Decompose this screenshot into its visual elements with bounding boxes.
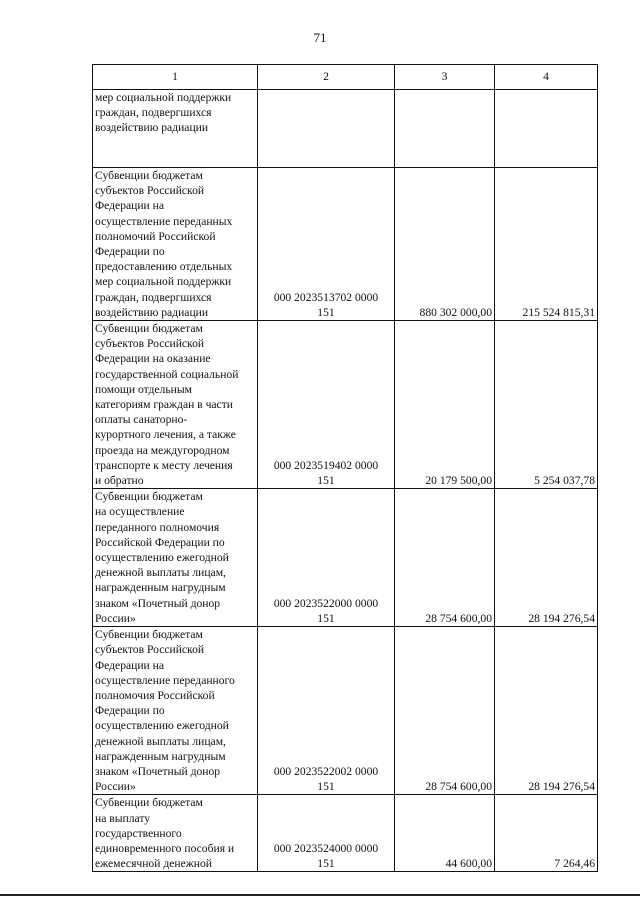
- page-bottom-rule: [0, 894, 640, 896]
- row-name: Субвенции бюджетам на осуществление переданного полномочия Российской Федерации по осуществлению ежегодной денежной выплаты лицам, награжденным нагрудным знаком «Почетный донор России»: [95, 490, 229, 625]
- row-name-cell: [93, 321, 258, 489]
- row-value-2: 215 524 815,31: [495, 168, 598, 321]
- table-row: [93, 795, 598, 872]
- row-code-cell: [258, 627, 395, 795]
- row-value-1: 28 754 600,00: [395, 627, 495, 795]
- table-header-row: [93, 65, 598, 90]
- row-code-cell: [258, 489, 395, 627]
- row-code-cell: [258, 795, 395, 872]
- row-code-cell: [258, 321, 395, 489]
- table-row: [93, 321, 598, 489]
- column-header-1: 1: [93, 65, 258, 90]
- row-name: Субвенции бюджетам субъектов Российской Федерации на оказание государственной социальной помощи отдельным категориям граждан в части оплаты санаторно- курортного лечения, а также проезда на междугородном транспорте к месту лечения и обратно: [95, 322, 239, 488]
- row-value-2: 28 194 276,54: [495, 627, 598, 795]
- row-name: Субвенции бюджетам на выплату государственного единовременного пособия и ежемесячной денежной: [95, 796, 235, 871]
- row-value-1: [395, 90, 495, 168]
- row-value-2: [495, 90, 598, 168]
- column-header-2: 2: [258, 65, 395, 90]
- row-value-2: 7 264,46: [495, 795, 598, 872]
- table-row: [93, 90, 598, 168]
- row-value-1: 44 600,00: [395, 795, 495, 872]
- row-name-cell: [93, 627, 258, 795]
- row-code-cell: [258, 168, 395, 321]
- row-code-cell: [258, 90, 395, 168]
- column-header-3: 3: [395, 65, 495, 90]
- row-value-1: 880 302 000,00: [395, 168, 495, 321]
- row-name: мер социальной поддержки граждан, подвергшихся воздействию радиации: [95, 91, 232, 135]
- row-code: 000 2023519402 0000 151: [273, 458, 379, 488]
- row-name-cell: [93, 168, 258, 321]
- row-name-cell: [93, 90, 258, 168]
- row-name: Субвенции бюджетам субъектов Российской Федерации на осуществление переданных полномочий Российской Федерации по предоставлению отдельных мер социальной поддержки граждан, подвергшихся воздействию радиации: [95, 169, 233, 319]
- row-name-cell: [93, 795, 258, 872]
- row-code: 000 2023524000 0000 151: [273, 841, 379, 871]
- budget-table: [92, 64, 598, 872]
- column-header-4: 4: [495, 65, 598, 90]
- row-code: 000 2023522000 0000 151: [273, 596, 379, 625]
- row-value-2: 28 194 276,54: [495, 489, 598, 627]
- row-code: 000 2023513702 0000 151: [273, 290, 379, 319]
- row-value-2: 5 254 037,78: [495, 321, 598, 489]
- row-code: 000 2023522002 0000 151: [273, 764, 379, 794]
- page-number: 71: [313, 30, 327, 45]
- table-row: [93, 627, 598, 795]
- row-name-cell: [93, 489, 258, 627]
- table-row: [93, 168, 598, 321]
- row-name: Субвенции бюджетам субъектов Российской Федерации на осуществление переданного полномочия Российской Федерации по осуществлению ежегодной денежной выплаты лицам, награжденным нагрудным знаком «Почетный донор России»: [95, 628, 235, 794]
- table-row: [93, 489, 598, 627]
- row-value-1: 28 754 600,00: [395, 489, 495, 627]
- row-value-1: 20 179 500,00: [395, 321, 495, 489]
